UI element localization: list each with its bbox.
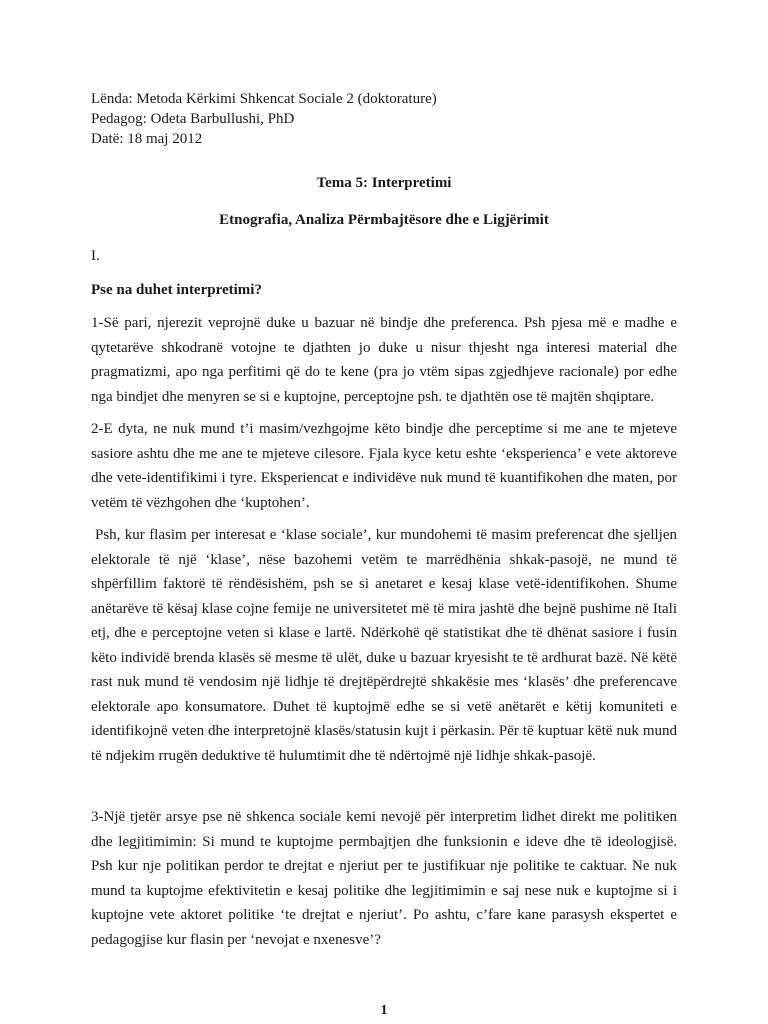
section-marker: I.: [91, 248, 100, 264]
date-line: Datë: 18 maj 2012: [91, 131, 203, 147]
document-page: [91, 89, 677, 952]
paragraph-3: Psh, kur flasim per interesat e ‘klase sociale’, kur mundohemi të masim preferencat dhe sjelljen elektorale të një ‘klase’, nëse bazohemi vetëm te marrëdhënia shkak-pasojë, ne mund të shpërfillim faktorë të rëndësishëm, psh se si anetaret e kesaj klase vetë-identifikohen. Shume anëtarëve të kësaj klase cojne femije ne universitetet më të mira jashtë dhe bejnë pushime në Itali etj, dhe e perceptojne veten si klase e lartë. Ndërkohë që statistikat dhe të dhënat sasiore i fusin këto individë brenda klasës së mesme të ulët, duke u bazuar kryesisht te të ardhurat bazë. Në këtë rast nuk mund të vendosim një lidhje të drejtëpërdrejtë shkakësie mes ‘klasës’ dhe preferencave elektorale apo konsumatore. Duhet të kuptojmë edhe se si vetë anëtarët e këtij komuniteti e identifikojnë veten dhe interpretojnë klasës/statusin kujt i përkasin. Për të kuptuar këtë nuk mund të ndjekim rrugën deduktive të hulumtimit dhe të ndërtojmë një lidhje shkak-pasojë.: [91, 527, 677, 764]
section-heading: Pse na duhet interpretimi?: [91, 282, 262, 298]
paragraph-2: 2-E dyta, ne nuk mund t’i masim/vezhgojme këto bindje dhe perceptime si me ane te mjeteve sasiore ashtu dhe me ane te mjeteve cilesore. Fjala kyce ketu eshte ‘eksperienca’ e vete aktoreve dhe vete-identifikimi i tyre. Eksperiencat e individëve nuk mund të kuantifikohen dhe maten, por vetëm të vëzhgohen dhe ‘kuptohen’.: [91, 421, 677, 511]
course-line: Lënda: Metoda Kërkimi Shkencat Sociale 2 (doktorature): [91, 91, 437, 107]
paragraph-1: 1-Së pari, njerezit veprojnë duke u bazuar në bindje dhe preferenca. Psh pjesa më e madhe e qytetarëve shkodranë votojne te djathten jo duke u nisur thjesht nga interesi material dhe pragmatizmi, apo nga perfitimi që do te kene (pra jo vtëm sipas zgjedhjeve racionale) por edhe nga bindjet dhe menyren se si e kuptojne, perceptojne psh. te djathtën ose të majtën shqiptare.: [91, 315, 677, 405]
teacher-line: Pedagog: Odeta Barbullushi, PhD: [91, 111, 295, 127]
document-title: Tema 5: Interpretimi: [316, 175, 452, 191]
page-number: 1: [380, 1003, 388, 1018]
paragraph-4: 3-Një tjetër arsye pse në shkenca sociale kemi nevojë për interpretim lidhet direkt me politiken dhe legjitimimin: Si mund te kuptojme permbajtjen dhe funksionin e ideve dhe të ideologjisë. Psh kur nje politikan perdor te drejtat e njeriut per te justifikuar nje politike te caktuar. Ne nuk mund ta kuptojme efektivitetin e kesaj politike dhe legjitimimin e saj nese nuk e kuptojme si i kuptojne vete aktoret politike ‘te drejtat e njeriut’. Po ashtu, c’fare kane parasysh ekspertet e pedagogjise kur flasin per ‘nevojat e nxenesve’?: [91, 809, 677, 948]
document-subtitle: Etnografia, Analiza Përmbajtësore dhe e Ligjërimit: [219, 212, 549, 228]
